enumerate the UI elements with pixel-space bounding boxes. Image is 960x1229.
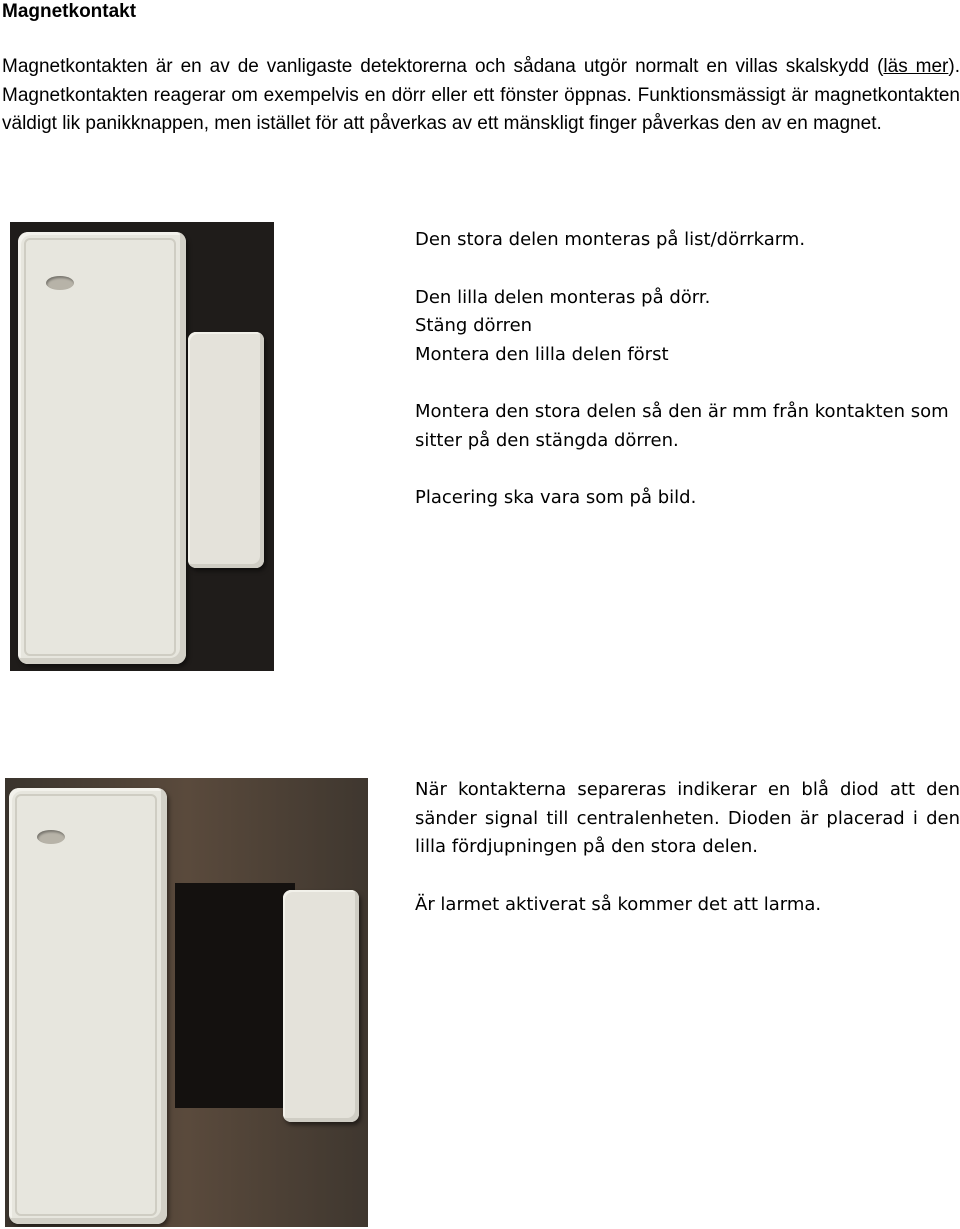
description-paragraph: Är larmet aktiverat så kommer det att larma. bbox=[415, 893, 822, 915]
intro-text-1: Magnetkontakten är en av de vanligaste detektorerna och sådana utgör normalt en villas skalskydd ( bbox=[2, 56, 884, 77]
description-paragraph: När kontakterna separeras indikerar en blå diod att den sänder signal till centralenheten. Dioden är placerad i den lilla fördjupningen på den stora delen. bbox=[415, 779, 960, 857]
instruction-line: Den stora delen monteras på list/dörrkarm. bbox=[415, 229, 806, 250]
installation-instructions bbox=[415, 226, 960, 513]
instruction-line: Den lilla delen monteras på dörr. bbox=[415, 286, 711, 308]
sensor-inner-edge bbox=[15, 794, 157, 1216]
intro-text-2: ). Magnetkontakten reagerar om exempelvis en dörr eller ett fönster öppnas. Funktionsmässigt är magnetkontakten väldigt lik panikknappen, men istället för att påverkas av ett mänskligt finger påverkas den av en magnet. bbox=[2, 56, 960, 134]
instruction-line: Placering ska vara som på bild. bbox=[415, 487, 697, 508]
small-magnet-unit bbox=[283, 890, 359, 1122]
diode-slot-icon bbox=[46, 276, 74, 290]
small-magnet-unit bbox=[188, 332, 264, 568]
large-sensor-unit bbox=[9, 788, 167, 1224]
sensor-inner-edge bbox=[24, 238, 176, 656]
magnet-contact-open-photo bbox=[5, 778, 368, 1227]
instruction-line: Montera den lilla delen först bbox=[415, 343, 669, 365]
instruction-line: Montera den stora delen så den är mm från kontakten som sitter på den stängda dörren. bbox=[415, 401, 949, 451]
intro-paragraph bbox=[2, 53, 960, 139]
diode-description bbox=[415, 776, 960, 919]
magnet-contact-closed-photo bbox=[10, 222, 274, 671]
diode-slot-icon bbox=[37, 830, 65, 844]
door-gap-shadow bbox=[175, 883, 295, 1108]
large-sensor-unit bbox=[18, 232, 186, 664]
page-title: Magnetkontakt bbox=[2, 1, 137, 22]
read-more-link[interactable]: läs mer bbox=[883, 56, 949, 77]
instruction-line: Stäng dörren bbox=[415, 315, 533, 336]
